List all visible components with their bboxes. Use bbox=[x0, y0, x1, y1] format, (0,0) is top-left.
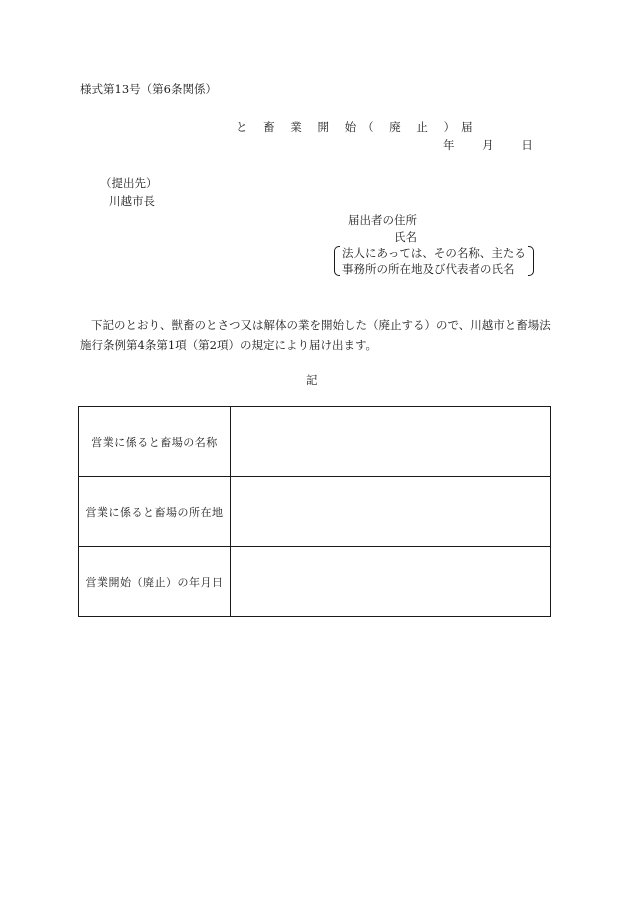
table-row bbox=[79, 407, 551, 477]
applicant-name-label: 氏名 bbox=[394, 230, 417, 244]
body-paragraph bbox=[80, 315, 560, 355]
table-row bbox=[79, 547, 551, 617]
submission-label: （提出先） bbox=[100, 176, 158, 190]
body-line2: 施行条例第4条第1項（第2項）の規定により届け出ます。 bbox=[80, 338, 378, 352]
document-title: と 畜 業 開 始（ 廃 止 ）届 bbox=[236, 120, 479, 134]
corporate-note-line2: 事務所の所在地及び代表者の氏名 bbox=[342, 262, 515, 276]
date-day-label: 日 bbox=[521, 138, 533, 152]
row-value-facility-location[interactable] bbox=[231, 477, 551, 547]
form-number: 様式第13号（第6条関係） bbox=[80, 82, 217, 96]
row-label-facility-name: 営業に係ると畜場の名称 bbox=[79, 407, 231, 477]
row-value-start-date[interactable] bbox=[231, 547, 551, 617]
submission-recipient: 川越市長 bbox=[109, 194, 155, 208]
date-line bbox=[443, 137, 533, 153]
applicant-address-label: 届出者の住所 bbox=[348, 213, 417, 227]
row-value-facility-name[interactable] bbox=[231, 407, 551, 477]
table-row bbox=[79, 477, 551, 547]
date-month-label: 月 bbox=[482, 138, 494, 152]
row-label-start-date: 営業開始（廃止）の年月日 bbox=[79, 547, 231, 617]
bracket-left bbox=[334, 246, 340, 276]
row-label-facility-location: 営業に係ると畜場の所在地 bbox=[79, 477, 231, 547]
ki-heading: 記 bbox=[306, 373, 318, 387]
corporate-note-line1: 法人にあっては、その名称、主たる bbox=[342, 246, 526, 260]
bracket-right bbox=[528, 246, 534, 276]
details-table bbox=[78, 406, 551, 617]
date-year-label: 年 bbox=[443, 138, 455, 152]
corporate-note bbox=[334, 245, 534, 277]
body-line1: 下記のとおり、獣畜のとさつ又は解体の業を開始した（廃止する）ので、川越市と畜場法 bbox=[91, 318, 551, 332]
